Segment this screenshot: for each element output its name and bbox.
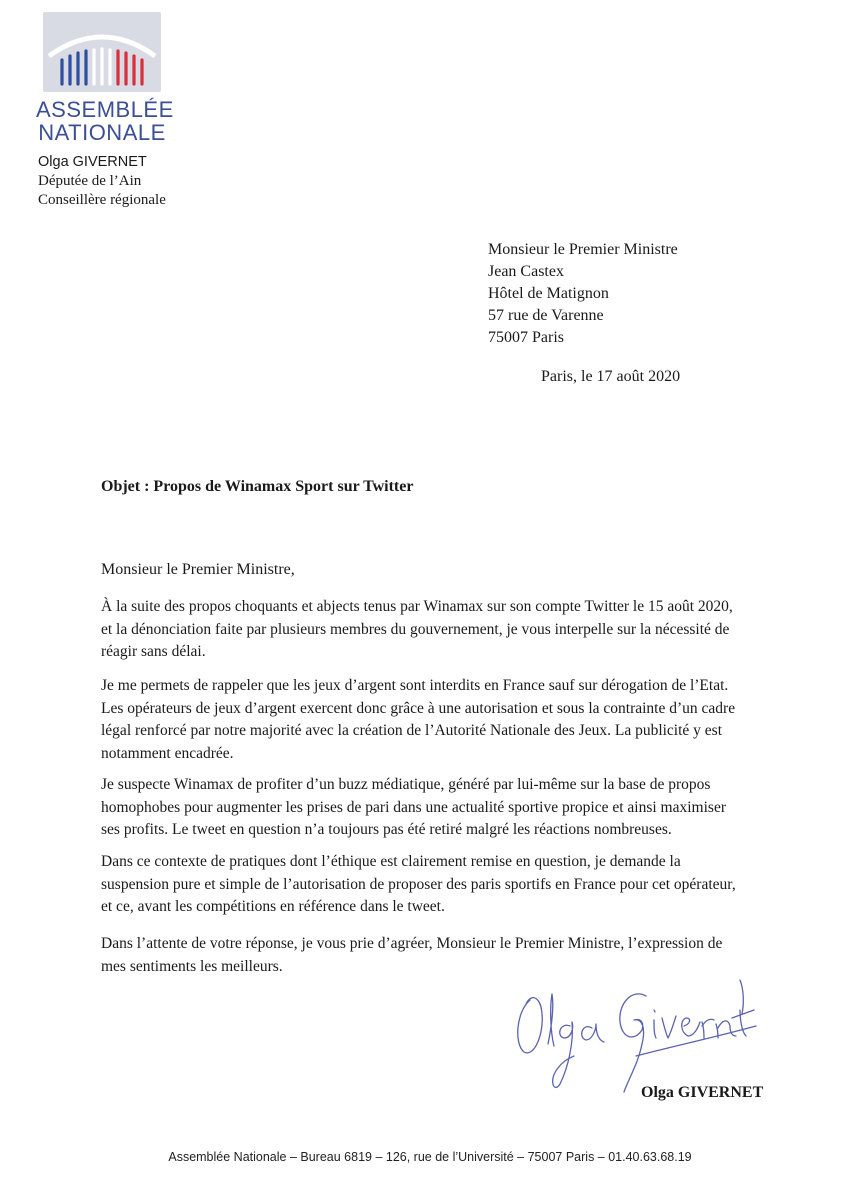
hemicycle-emblem-icon: [43, 12, 161, 92]
letter-footer: Assemblée Nationale – Bureau 6819 – 126, rue de l’Université – 75007 Paris – 01.40.63.68.19: [168, 1150, 692, 1164]
paragraph-line: Je me permets de rappeler que les jeux d’argent sont interdits en France sauf sur dérogation de l’Etat.: [101, 677, 729, 694]
paragraph-line: réagir sans délai.: [101, 643, 206, 660]
paragraph-line: ses profits. Le tweet en question n’a toujours pas été retiré malgré les réactions nombreuses.: [101, 821, 672, 838]
signer-name: Olga GIVERNET: [641, 1084, 764, 1101]
recipient-line: 75007 Paris: [488, 329, 564, 346]
paragraph-line: Dans l’attente de votre réponse, je vous prie d’agréer, Monsieur le Premier Ministre, l’expression de: [101, 935, 723, 952]
letter-date: Paris, le 17 août 2020: [541, 368, 681, 385]
body-paragraph-2: [101, 675, 771, 765]
recipient-address: [488, 239, 678, 349]
paragraph-line: et la dénonciation faite par plusieurs membres du gouvernement, je vous interpelle sur la nécessité de: [101, 620, 730, 638]
sender-role: Conseillère régionale: [38, 192, 166, 208]
paragraph-line: et ce, avant les compétitions en référence dans le tweet.: [101, 898, 445, 915]
recipient-line: 57 rue de Varenne: [488, 307, 604, 324]
logo-line-2: NATIONALE: [38, 120, 166, 145]
paragraph-line: Je suspecte Winamax de profiter d’un buzz médiatique, généré par lui-même sur la base de propos: [101, 776, 711, 793]
paragraph-line: Dans ce contexte de pratiques dont l’éthique est clairement remise en question, je demande la: [101, 853, 681, 870]
paragraph-line: Les opérateurs de jeux d’argent exercent donc grâce à une autorisation et sous la contrainte d’un cadre: [101, 699, 736, 717]
paragraph-line: mes sentiments les meilleurs.: [101, 957, 283, 975]
paragraph-line: légal renforcé par notre majorité avec la création de l’Autorité Nationale des Jeux. La publicité y est: [101, 722, 723, 739]
body-paragraph-1: [101, 596, 771, 664]
recipient-line: Monsieur le Premier Ministre: [488, 241, 678, 258]
body-paragraph-4: [101, 851, 771, 919]
sender-block: [38, 153, 166, 210]
recipient-line: Hôtel de Matignon: [488, 285, 609, 302]
logo-wordmark: [36, 97, 174, 145]
recipient-line: Jean Castex: [488, 263, 564, 280]
sender-title: Députée de l’Ain: [38, 173, 142, 189]
salutation: Monsieur le Premier Ministre,: [101, 561, 295, 578]
letter-subject: Objet : Propos de Winamax Sport sur Twitter: [101, 478, 414, 495]
paragraph-line: À la suite des propos choquants et abjects tenus par Winamax sur son compte Twitter le 15 août 2020,: [101, 598, 733, 615]
sender-name: Olga GIVERNET: [38, 154, 147, 170]
paragraph-line: homophobes pour augmenter les prises de pari dans une actualité sportive propice et ainsi maximiser: [101, 798, 726, 816]
paragraph-line: notamment encadrée.: [101, 744, 234, 762]
logo-line-1: ASSEMBLÉE: [36, 97, 174, 122]
paragraph-line: suspension pure et simple de l’autorisation de proposer des paris sportifs en France pour cet opérateur,: [101, 875, 736, 893]
body-paragraph-3: [101, 774, 771, 842]
